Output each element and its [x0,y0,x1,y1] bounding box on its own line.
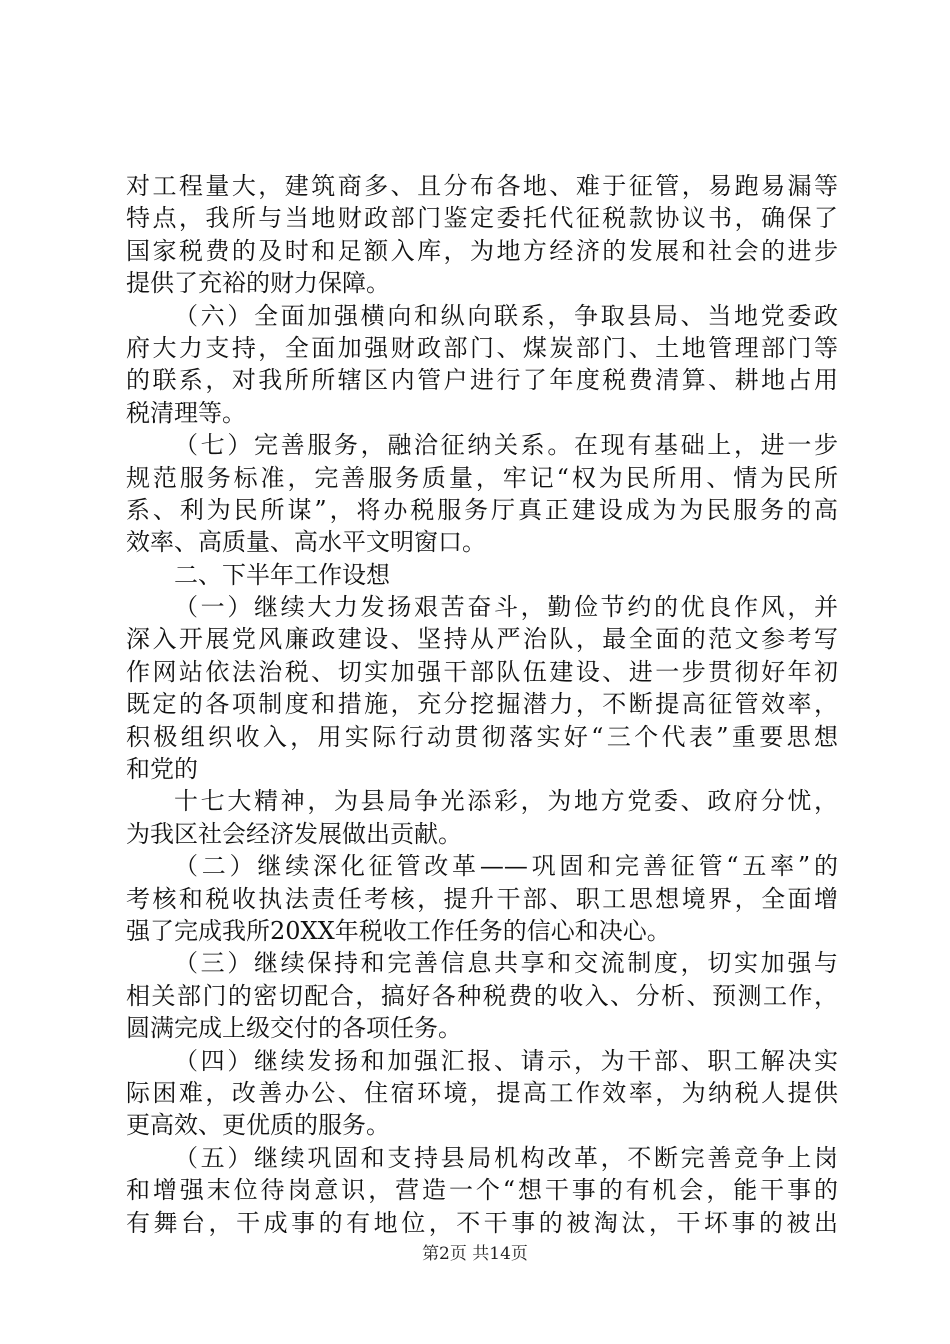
text-line: 更高效、更优质的服务。 [126,1111,390,1140]
text-line: 提供了充裕的财力保障。 [126,269,390,298]
text-line: （三）继续保持和完善信息共享和交流制度，切实加强与 [174,949,838,978]
text-line: 相关部门的密切配合，搞好各种税费的收入、分析、预测工作， [126,981,838,1010]
text-line: 系、利为民所谋”，将办税服务厅真正建设成为为民服务的高 [126,495,838,524]
text-line: 有舞台，干成事的有地位，不干事的被淘汰，干坏事的被出 [126,1208,838,1237]
text-line: （五）继续巩固和支持县局机构改革，不断完善竞争上岗 [174,1143,838,1172]
text-line: （二）继续深化征管改革——巩固和完善征管“五率”的 [174,852,838,881]
text-line: 特点，我所与当地财政部门鉴定委托代征税款协议书，确保了 [126,204,838,233]
text-line: 考核和税收执法责任考核，提升干部、职工思想境界，全面增 [126,884,838,913]
page-footer: 第2页 共14页 [422,1244,528,1264]
text-line: 府大力支持，全面加强财政部门、煤炭部门、土地管理部门等 [126,333,838,362]
text-line: 为我区社会经济发展做出贡献。 [126,819,462,848]
text-line: 际困难，改善办公、住宿环境，提高工作效率，为纳税人提供 [126,1078,838,1107]
text-line: 既定的各项制度和措施，充分挖掘潜力，不断提高征管效率， [126,690,838,719]
text-line: （一）继续大力发扬艰苦奋斗，勤俭节约的优良作风，并 [174,593,838,622]
text-line: 积极组织收入，用实际行动贯彻落实好“三个代表”重要思想 [126,722,838,751]
text-line: 和增强末位待岗意识，营造一个“想干事的有机会，能干事的 [126,1176,838,1205]
text-line: 十七大精神，为县局争光添彩，为地方党委、政府分忧， [174,787,838,816]
text-line: 圆满完成上级交付的各项任务。 [126,1014,462,1043]
text-line: 国家税费的及时和足额入库，为地方经济的发展和社会的进步 [126,236,838,265]
text-line: 税清理等。 [126,398,246,427]
text-line: （四）继续发扬和加强汇报、请示，为干部、职工解决实 [174,1046,838,1075]
text-line: 作网站依法治税、切实加强干部队伍建设、进一步贯彻好年初 [126,657,838,686]
document-body [126,170,838,1239]
text-line: 和党的 [126,755,198,784]
text-line: 的联系，对我所所辖区内管户进行了年度税费清算、耕地占用 [126,366,838,395]
text-line: 二、下半年工作设想 [174,560,390,589]
text-line: 对工程量大，建筑商多、且分布各地、难于征管，易跑易漏等 [126,172,838,200]
text-line: 深入开展党风廉政建设、坚持从严治队，最全面的范文参考写 [126,625,838,654]
text-line: （七）完善服务，融洽征纳关系。在现有基础上，进一步 [174,431,838,460]
text-line: 强了完成我所20XX年税收工作任务的信心和决心。 [126,916,671,945]
text-line: 规范服务标准，完善服务质量，牢记“权为民所用、情为民所 [126,463,838,492]
text-line: （六）全面加强横向和纵向联系，争取县局、当地党委政 [174,301,838,330]
text-line: 效率、高质量、高水平文明窗口。 [126,528,486,557]
